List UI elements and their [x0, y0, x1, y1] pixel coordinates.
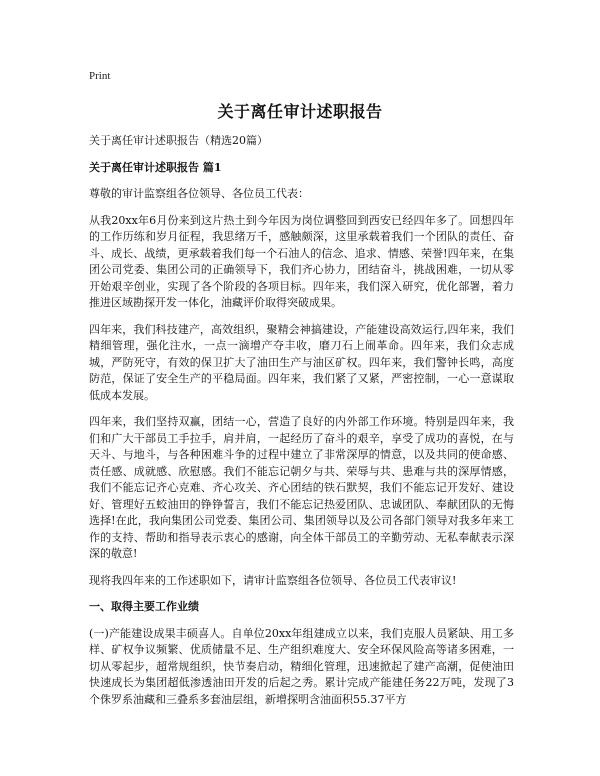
greeting: 尊敬的审计监察组各位领导、各位员工代表：	[89, 187, 309, 200]
document-body	[89, 133, 514, 708]
section-title: 关于离任审计述职报告 篇1	[89, 160, 222, 174]
print-link[interactable]: Print	[89, 70, 111, 82]
heading-achievements: 一、取得主要工作业绩	[89, 600, 199, 613]
document-subtitle: 关于离任审计述职报告（精选20篇）	[89, 134, 268, 147]
closing-line: 现将我四年来的工作述职如下，请审计监察组各位领导、各位员工代表审议!	[89, 573, 457, 587]
document-title: 关于离任审计述职报告	[217, 102, 383, 121]
paragraph-1: 从我20xx年6月份来到这片热土到今年因为岗位调整回到西安已经四年多了。回想四年的工作历练和岁月征程，我思绪万千，感触颇深，这里承载着我们一个团队的责任、奋斗、成长、战绩，更承载着我们每一个石油人的信念、追求、情感、荣誉!四年来，在集团公司党委、集团公司的正确领导下，我们齐心协力，团结奋斗，挑战困难，一切从零开始艰辛创业，实现了各个阶段的各项目标。四年来，我们深入研究，优化部署，着力推进区域勘探开发一体化，油藏评价取得突破成果。	[89, 213, 514, 309]
paragraph-2: 四年来，我们科技建产，高效组织，聚精会神搞建设，产能建设高效运行,四年来，我们精细管理，强化注水，一点一滴增产夺丰收，磨刀石上闹革命。四年来，我们众志成城，严防死守，有效的保卫扩大了油田生产与油区矿权。四年来，我们警钟长鸣，高度防范，保证了安全生产的平稳局面。四年来，我们紧了又紧，严密控制，一心一意谋取低成本发展。	[89, 322, 514, 402]
paragraph-3: 四年来，我们坚持双赢，团结一心，营造了良好的内外部工作环境。特别是四年来，我们和广大干部员工手拉手，肩并肩，一起经历了奋斗的艰辛，享受了成功的喜悦，在与天斗、与地斗，与各种困难斗争的过程中建立了非常深厚的情意，以及共同的使命感、责任感、成就感、欣慰感。我们不能忘记朝夕与共、荣辱与共、患难与共的深厚情感，我们不能忘记齐心克难、齐心攻关、齐心团结的铁石默契，我们不能忘记开发好、建设好、管理好五蛟油田的铮铮誓言，我们不能忘记热爱团队、忠诚团队、奉献团队的无悔选择!在此，我向集团公司党委、集团公司、集团领导以及公司各部门领导对我多年来工作的支持、帮助和指导表示衷心的感谢，向全体干部员工的辛勤劳动、无私奉献表示深深的敬意!	[89, 415, 514, 560]
paragraph-achievements: (一)产能建设成果丰硕喜人。自单位20xx年组建成立以来，我们克服人员紧缺、用工多样、矿权争议频繁、优质储量不足、生产组织难度大、安全环保风险高等诸多困难，一切从零起步，超常规组织，快节奏启动，精细化管理，迅速掀起了建产高潮，促使油田快速成长为集团超低渗透油田开发的后起之秀。累计完成产能建任务22万吨，发现了3个侏罗系油藏和三叠系多套油层组，新增探明含油面积55.37平方	[89, 626, 514, 706]
